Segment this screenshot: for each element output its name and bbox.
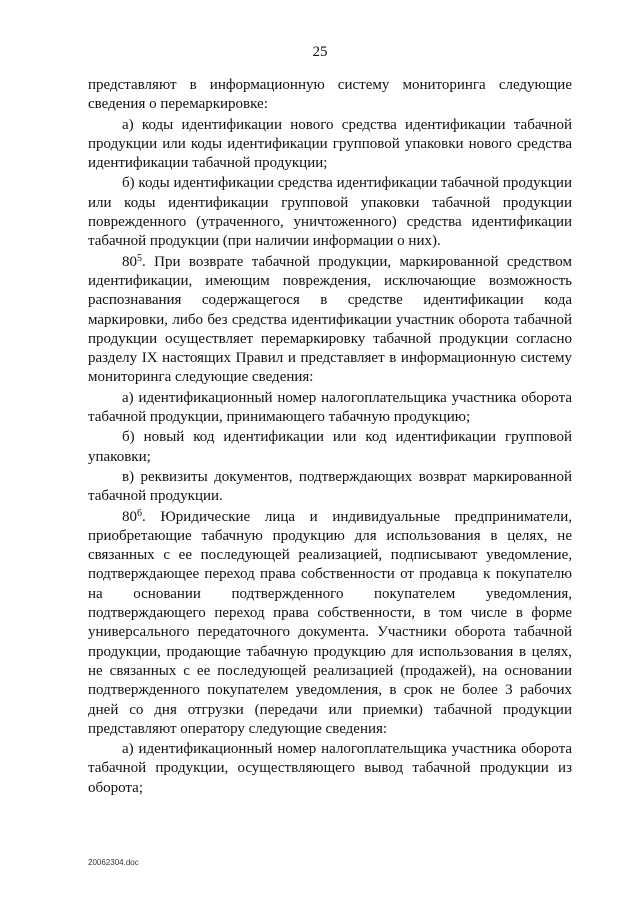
- clause-text: . Юридические лица и индивидуальные предприниматели, приобретающие табачную продукцию для использования в целях, не связанных с ее последующей реализацией, подписывают уведомление, подтверждающее переход права собственности от продавца к покупателю на основании подтвержденного покупателем уведомления, подтверждающего переход права собственности, в том числе в форме универсального передаточного документа. Участники оборота табачной продукции, продающие табачную продукцию для использования в целях, не связанных с ее последующей реализацией (продажей), на основании подтвержденного покупателем уведомления, в срок не более 3 рабочих дней со дня отгрузки (передачи или приемки) табачной продукции представляют оператору следующие сведения:: [88, 508, 572, 737]
- clause-superscript: 5: [137, 252, 142, 264]
- clause-text: . При возврате табачной продукции, маркированной средством идентификации, имеющим повреждения, исключающие возможность распознавания содержащегося в средстве идентификации кода маркировки, либо без средства идентификации участник оборота табачной продукции осуществляет перемаркировку табачной продукции согласно разделу IX настоящих Правил и представляет в информационную систему мониторинга следующие сведения:: [88, 253, 572, 386]
- page-number: 25: [312, 44, 328, 60]
- document-body: [88, 76, 572, 798]
- paragraph-intro: представляют в информационную систему мониторинга следующие сведения о перемаркировке:: [88, 77, 572, 113]
- file-name-footer: 20062304.doc: [88, 858, 139, 867]
- paragraph-item-b: б) новый код идентификации или код идентификации групповой упаковки;: [88, 429, 572, 465]
- paragraph-item-v: в) реквизиты документов, подтверждающих возврат маркированной табачной продукции.: [88, 468, 572, 505]
- clause-number: 80: [122, 508, 137, 525]
- paragraph-item-b: б) коды идентификации средства идентификации табачной продукции или коды идентификации групповой упаковки табачной продукции поврежденного (утраченного, уничтоженного) средства идентификации табачной продукции (при наличии информации о них).: [88, 175, 572, 250]
- paragraph-item-a: а) идентификационный номер налогоплательщика участника оборота табачной продукции, принимающего табачную продукцию;: [88, 389, 572, 426]
- paragraph-clause-80-5: [88, 253, 572, 388]
- paragraph-clause-80-6: [88, 508, 572, 740]
- clause-number: 80: [122, 253, 137, 270]
- paragraph-item-a: а) коды идентификации нового средства идентификации табачной продукции или коды идентификации групповой упаковки нового средства идентификации табачной продукции;: [88, 116, 572, 172]
- paragraph-item-a: а) идентификационный номер налогоплательщика участника оборота табачной продукции, осуществляющего вывод табачной продукции из оборота;: [88, 741, 572, 796]
- clause-superscript: 6: [137, 507, 142, 519]
